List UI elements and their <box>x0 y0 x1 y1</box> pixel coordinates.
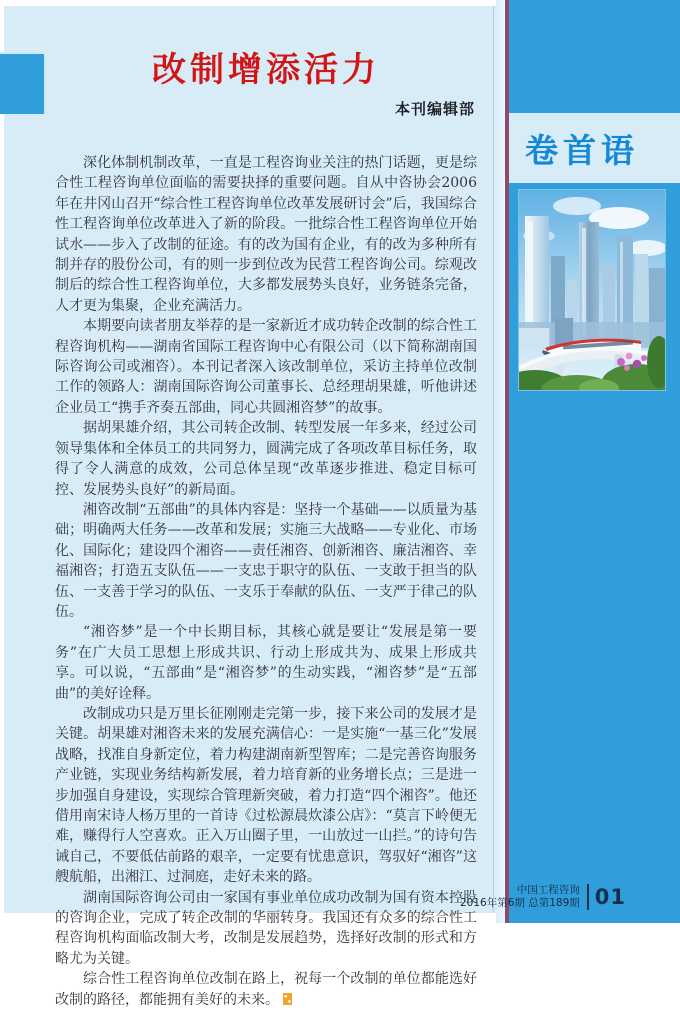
city-train-photo <box>519 190 665 390</box>
article-paragraph: 深化体制机制改革，一直是工程咨询业关注的热门话题，更是综合性工程咨询单位面临的需要抉择的重要问题。自从中咨协会2006年在井冈山召开“综合性工程咨询单位改革发展研讨会”后，我国综合性工程咨询单位改革进入了新的阶段。一批综合性工程咨询单位开始试水——步入了改制的征途。有的改为国有企业，有的改为多种所有制并存的股份公司，有的则一步到位改为民营工程咨询公司。综观改制后的综合性工程咨询单位，大多都发展势头良好，业务链条完备，人才更为集聚，企业充满活力。 <box>55 155 477 314</box>
issue-info: 2016年第6期 总第189期 <box>459 897 580 909</box>
article-paragraph: 湖南国际咨询公司由一家国有事业单位成功改制为国有资本控股的咨询企业，完成了转企改制的华丽转身。我国还有众多的综合性工程咨询机构面临改制大考，改制是发展趋势，选择好改制的形式和方略尤为关键。 <box>55 889 477 967</box>
page-title: 改制增添活力 <box>152 50 380 90</box>
journal-name: 中国工程咨询 <box>516 884 580 896</box>
section-label-band <box>509 113 680 183</box>
article-paragraph: 本期要向读者朋友举荐的是一家新近才成功转企改制的综合性工程咨询机构——湖南省国际工程咨询中心有限公司（以下简称湖南国际咨询公司或湘咨）。本刊记者深入该改制单位，采访主持单位改制工作的领路人：湖南国际咨询公司董事长、总经理胡果雄，听他讲述企业员工“携手齐奏五部曲，同心共圆湘咨梦”的故事。 <box>55 318 477 416</box>
article-paragraph <box>55 969 477 1010</box>
author-byline: 本刊编辑部 <box>394 100 475 118</box>
page-number: 01 <box>594 885 626 909</box>
gutter-strip <box>496 0 505 923</box>
article-paragraph: 湘咨改制“五部曲”的具体内容是：坚持一个基础——以质量为基础；明确两大任务——改革和发展；实施三大战略——专业化、市场化、国际化；建设四个湘咨——责任湘咨、创新湘咨、廉洁湘咨、幸福湘咨；打造五支队伍——一支忠于职守的队伍、一支敢于担当的队伍、一支善于学习的队伍、一支乐于奉献的队伍、一支严于律己的队伍。 <box>55 501 477 620</box>
article-paragraph-text: 综合性工程咨询单位改制在路上，祝每一个改制的单位都能选好改制的路径，都能拥有美好的未来。 <box>55 971 477 1008</box>
article-body <box>55 153 477 1010</box>
left-edge-tab <box>0 52 46 114</box>
section-label: 卷首语 <box>525 130 639 170</box>
issue-block <box>460 884 580 910</box>
article-paragraph: 据胡果雄介绍，其公司转企改制、转型发展一年多来，经过公司领导集体和全体员工的共同努力，圆满完成了各项改革目标任务，取得了令人满意的成效，公司总体呈现“改革逐步推进、稳定目标可控、发展势头良好”的新局面。 <box>55 420 477 498</box>
page-footer <box>460 884 626 910</box>
end-of-article-icon <box>283 993 292 1005</box>
article-paragraph: 改制成功只是万里长征刚刚走完第一步，接下来公司的发展才是关键。胡果雄对湘咨未来的发展充满信心：一是实施“一基三化”发展战略，找准自身新定位，着力构建湖南新型智库；二是完善咨询服务产业链，实现业务结构新发展，着力培育新的业务增长点；三是进一步加强自身建设，实现综合管理新突破，着力打造“四个湘咨”。他还借用南宋诗人杨万里的一首诗《过松源晨炊漆公店》：“莫言下岭便无难，赚得行人空喜欢。正入万山圈子里，一山放过一山拦。”的诗句告诫自己，不要低估前路的艰辛，一定要有忧患意识，驾驭好“湘咨”这艘航船，出湘江、过洞庭，走好未来的路。 <box>55 705 477 886</box>
article-paragraph: “湘咨梦”是一个中长期目标，其核心就是要让“发展是第一要务”在广大员工思想上形成共识、行动上形成共为、成果上形成共享。可以说，“五部曲”是“湘咨梦”的生动实践，“湘咨梦”是“五部曲”的美好诠释。 <box>55 624 477 702</box>
sidebar <box>459 0 680 923</box>
vertical-gray-rule <box>493 6 494 913</box>
article <box>55 6 477 1010</box>
footer-divider <box>587 884 589 910</box>
